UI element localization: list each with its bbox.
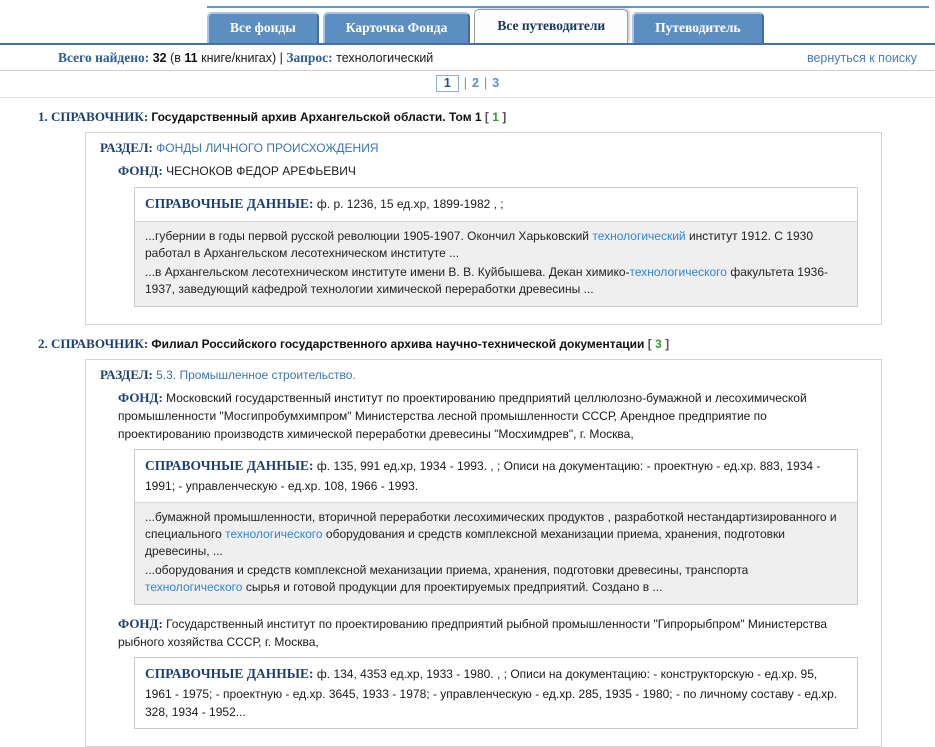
- fond-label: ФОНД:: [118, 163, 167, 178]
- fond-details-box: [134, 187, 858, 307]
- fond-row: [118, 614, 851, 652]
- reference-data-label: СПРАВОЧНЫЕ ДАННЫЕ:: [145, 195, 317, 211]
- razdel-label: РАЗДЕЛ:: [100, 140, 157, 155]
- pagination-bar: [0, 71, 935, 98]
- result-entry: [38, 109, 935, 325]
- search-term-highlight: технологического: [225, 526, 323, 541]
- snippet-text: оборудования и средств комплексной механизации приема, хранения, подготовки древесины, ...: [145, 526, 785, 558]
- bracket-open: [: [644, 336, 656, 351]
- fond-name: Московский государственный институт по проектированию предприятий целлюлозно-бумажной и лесохимической промышленности "Мосгипробумхимпром" Министерства лесной промышленности СССР, Арендное предприятие по проектированию производств химической переработки древесины "Мосхимдрев", г. Москва,: [118, 390, 807, 442]
- back-to-search-link[interactable]: вернуться к поиску: [806, 51, 917, 65]
- entry-title: Филиал Российского государственного архива научно-технической документации: [151, 336, 645, 351]
- snippet-text: ...бумажной промышленности, вторичной переработки лесохимических продуктов , разработкой нестандартизированного и специального: [145, 509, 837, 541]
- reference-data-row: [135, 658, 857, 727]
- results-list: [0, 98, 935, 747]
- tab-bar: [0, 0, 935, 45]
- snippet-text: институт 1912. С 1930 работал в Архангельском лесотехническом институте ...: [145, 228, 813, 260]
- entry-hit-count: 1: [492, 110, 499, 124]
- search-term-highlight: технологического: [145, 579, 243, 594]
- snippet-text: сырья и готовой продукции для проектируемых предприятий. Создано в ...: [242, 579, 663, 594]
- snippet-section: [135, 221, 857, 306]
- fond-details-box: [134, 657, 858, 728]
- query-label: Запрос:: [286, 50, 333, 65]
- tab-all-guides[interactable]: Все путеводители: [474, 9, 628, 43]
- razdel-row: [100, 367, 881, 383]
- query-value: технологический: [336, 51, 434, 65]
- fond-details-box: [134, 449, 858, 604]
- in-prefix: (в: [170, 51, 181, 65]
- pagination-page-link[interactable]: 3: [492, 76, 500, 90]
- search-term-highlight: технологический: [592, 228, 686, 243]
- razdel-link[interactable]: ФОНДЫ ЛИЧНОГО ПРОИСХОЖДЕНИЯ: [156, 141, 379, 155]
- books-count: 11: [184, 51, 198, 65]
- reference-data-row: [135, 450, 857, 501]
- snippet-text: ...губернии в годы первой русской революции 1905-1907. Окончил Харьковский: [145, 228, 593, 243]
- snippet-line: [145, 228, 847, 262]
- bracket-close: ]: [498, 110, 507, 124]
- result-entry: [38, 336, 935, 747]
- fond-label: ФОНД:: [118, 389, 167, 405]
- reference-data-value: ф. 135, 991 ед.хр, 1934 - 1993. , ; Описи на документацию: - проектную - ед.хр. 883, 1934 - 1991; - управленческую - ед.хр. 108, 1966 - 1993.: [145, 459, 821, 493]
- pagination-separator: |: [483, 76, 488, 90]
- found-count: 32: [152, 51, 167, 65]
- razdel-link[interactable]: 5.3. Промышленное строительство.: [156, 367, 356, 382]
- snippet-line: [145, 264, 847, 298]
- razdel-row: [100, 140, 881, 156]
- tab-guide[interactable]: Путеводитель: [632, 12, 763, 43]
- snippet-text: ...оборудования и средств комплексной механизации приема, хранения, подготовки древесины, транспорта: [145, 562, 749, 577]
- entry-type-label: 2. СПРАВОЧНИК:: [38, 335, 152, 351]
- entry-type-label: 1. СПРАВОЧНИК:: [38, 109, 152, 124]
- fond-name: ЧЕСНОКОВ ФЕДОР АРЕФЬЕВИЧ: [166, 164, 356, 178]
- snippet-line: [145, 562, 847, 596]
- fond-row: [118, 388, 851, 444]
- in-suffix: книге/книгах): [201, 51, 277, 65]
- tab-all-funds[interactable]: Все фонды: [207, 12, 319, 43]
- entry-title: Государственный архив Архангельской области. Том 1: [151, 110, 482, 124]
- razdel-label: РАЗДЕЛ:: [100, 366, 157, 382]
- fond-name: Государственный институт по проектированию предприятий рыбной промышленности "Гипрорыбпром" Министерства рыбного хозяйства СССР, г. Москва,: [118, 616, 828, 650]
- result-summary-text: [58, 50, 433, 66]
- fond-label: ФОНД:: [118, 615, 167, 631]
- tab-fund-card[interactable]: Карточка Фонда: [323, 12, 471, 43]
- bracket-close: ]: [661, 336, 670, 351]
- snippet-text: ...в Архангельском лесотехническом институте имени В. В. Куйбышева. Декан химико-: [145, 264, 630, 279]
- reference-data-label: СПРАВОЧНЫЕ ДАННЫЕ:: [145, 666, 317, 682]
- entry-heading: [38, 336, 935, 352]
- entry-hit-count: 3: [655, 336, 662, 351]
- reference-data-row: [135, 188, 857, 221]
- search-term-highlight: технологического: [629, 264, 727, 279]
- pagination-page-link[interactable]: 2: [472, 76, 479, 90]
- entry-body-box: [85, 132, 882, 325]
- pagination-current-page: 1: [436, 75, 459, 92]
- summary-separator: |: [279, 51, 283, 65]
- found-label: Всего найдено:: [58, 50, 150, 65]
- reference-data-value: ф. 134, 4353 ед.хр, 1933 - 1980. , ; Описи на документацию: - конструкторскую - ед.хр. 95, 1961 - 1975; - проектную - ед.хр. 3645, 1933 - 1978; - управленческую - ед.хр. 285, 1935 - 1980; - по личному составу - ед.хр. 328, 1934 - 1952...: [145, 667, 838, 719]
- bracket-open: [: [481, 110, 493, 124]
- reference-data-label: СПРАВОЧНЫЕ ДАННЫЕ:: [145, 458, 317, 474]
- pagination-separator: |: [463, 76, 468, 90]
- snippet-section: [135, 502, 857, 604]
- fond-row: [118, 161, 851, 181]
- entry-heading: [38, 109, 935, 125]
- snippet-text: факультета 1936-1937, заведующий кафедрой технологии химической переработки древесины ...: [145, 264, 828, 296]
- snippet-line: [145, 509, 847, 560]
- reference-data-value: ф. р. 1236, 15 ед.хр, 1899-1982 , ;: [316, 196, 504, 211]
- result-summary-bar: [0, 45, 935, 71]
- entry-body-box: [85, 359, 882, 747]
